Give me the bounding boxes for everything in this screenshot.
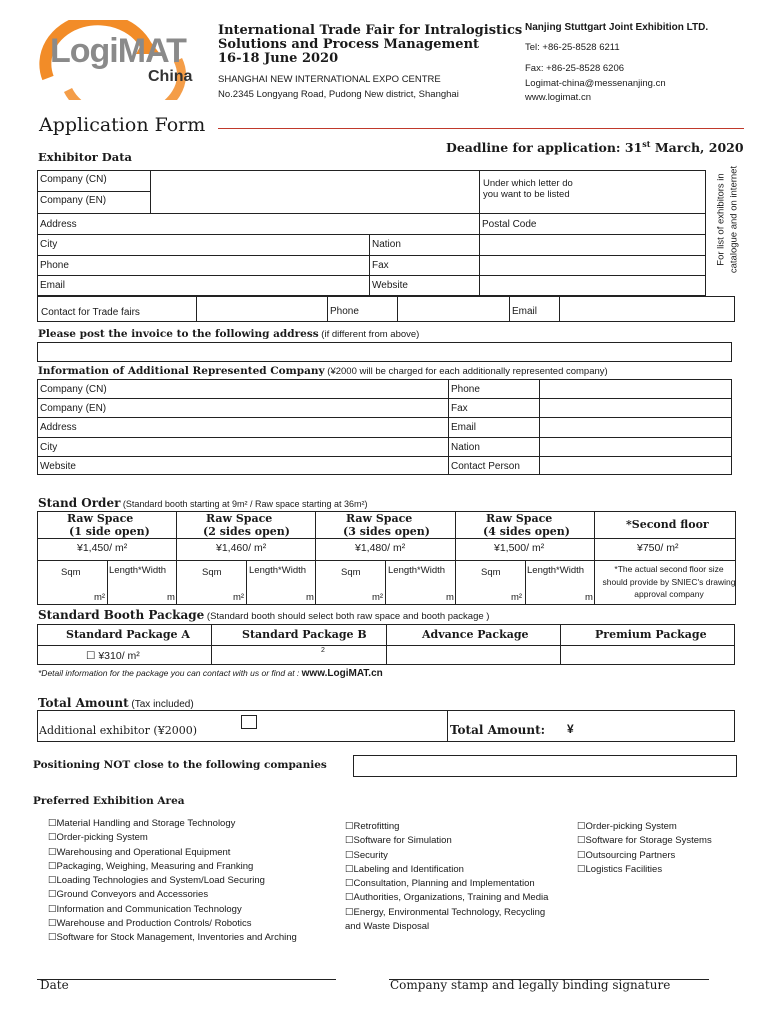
raw2-h2: (2 sides open): [203, 525, 291, 538]
package-title: Standard Booth Package (Standard booth should select both raw space and booth package ): [38, 608, 490, 622]
deadline: Deadline for application: 31st March, 2020: [446, 139, 744, 156]
org-web: www.logimat.cn: [525, 92, 591, 103]
label-website: Website: [372, 280, 408, 291]
m2-4: m²: [511, 592, 523, 603]
second-floor-price: ¥750/ m²: [637, 542, 679, 554]
raw4-h2: (4 sides open): [483, 525, 571, 538]
invoice-title: Please post the invoice to the following address (if different from above): [38, 328, 420, 340]
signature-label: Company stamp and legally binding signature: [390, 978, 671, 992]
positioning-input[interactable]: [353, 755, 737, 777]
m2-2: m²: [233, 592, 245, 603]
m-2: m: [306, 592, 314, 603]
area-item[interactable]: ☐Logistics Facilities: [577, 863, 663, 875]
input-company-cn[interactable]: [151, 171, 478, 191]
positioning-label: Positioning NOT close to the following companies: [33, 759, 327, 771]
areas-col1: [48, 817, 297, 946]
side-note: For list of exhibitors in catalogue and on internet: [715, 165, 740, 274]
lw-3: Length*Width: [388, 565, 446, 576]
org-fax: Fax: +86-25-8528 6206: [525, 63, 625, 74]
additional-table: [37, 379, 732, 475]
label-company-cn: Company (CN): [40, 174, 107, 185]
label-contact-phone: Phone: [330, 306, 359, 317]
org-tel: Tel: +86-25-8528 6211: [525, 42, 620, 53]
additional-exhibitor-label: Additional exhibitor (¥2000): [39, 724, 198, 737]
add-email: Email: [451, 422, 477, 433]
raw1-h1: Raw Space: [67, 512, 134, 525]
area-item[interactable]: ☐Packaging, Weighing, Measuring and Franking: [48, 860, 254, 872]
raw2-price: ¥1,460/ m²: [216, 542, 267, 554]
m-4: m: [585, 592, 593, 603]
m2-1: m²: [94, 592, 106, 603]
form-title: Application Form: [39, 114, 206, 136]
second-floor-note: *The actual second floor size should provide by SNIEC's drawing approval company: [602, 564, 736, 599]
label-company-en: Company (EN): [40, 195, 107, 206]
exhibitor-section-title: Exhibitor Data: [38, 150, 132, 164]
logo-text-sub: China: [148, 68, 193, 85]
label-contact-email: Email: [512, 306, 538, 317]
raw1-price: ¥1,450/ m²: [77, 542, 128, 554]
additional-title: Information of Additional Represented Company (¥2000 will be charged for each additionally represented company): [38, 365, 608, 377]
lw-2: Length*Width: [249, 565, 307, 576]
area-item[interactable]: ☐Outsourcing Partners: [577, 849, 676, 861]
label-phone: Phone: [40, 260, 69, 271]
package-b-sup: 2: [321, 647, 325, 654]
area-item[interactable]: ☐Energy, Environmental Technology, Recycling: [345, 906, 546, 918]
area-item[interactable]: ☐Information and Communication Technology: [48, 903, 242, 915]
add-phone: Phone: [451, 384, 480, 395]
package-b: Standard Package B: [242, 628, 367, 641]
area-item[interactable]: ☐Material Handling and Storage Technology: [48, 818, 236, 829]
areas-col3: [577, 820, 712, 877]
label-nation: Nation: [372, 239, 401, 250]
area-item[interactable]: ☐Order-picking System: [577, 821, 677, 832]
add-contact-person: Contact Person: [451, 461, 520, 472]
second-floor-title: *Second floor: [626, 518, 709, 531]
area-item[interactable]: ☐Retrofitting: [345, 821, 400, 832]
area-item-cont: and Waste Disposal: [345, 921, 430, 933]
sqm-1: Sqm: [61, 567, 81, 578]
add-nation: Nation: [451, 442, 480, 453]
raw3-h2: (3 sides open): [343, 525, 431, 538]
stand-title: Stand Order (Standard booth starting at 9m² / Raw space starting at 36m²): [38, 496, 368, 510]
add-website: Website: [40, 461, 76, 472]
venue-line2: No.2345 Longyang Road, Pudong New district, Shanghai: [218, 89, 459, 100]
area-item[interactable]: ☐Ground Conveyors and Accessories: [48, 889, 209, 901]
fair-line1: International Trade Fair for Intralogistics: [218, 23, 523, 38]
sqm-2: Sqm: [202, 567, 222, 578]
label-contact: Contact for Trade fairs: [41, 307, 140, 318]
m-3: m: [446, 592, 454, 603]
area-item[interactable]: ☐Warehouse and Production Controls/ Robotics: [48, 918, 252, 930]
areas-col2: [345, 820, 548, 934]
area-item[interactable]: ☐Software for Stock Management, Inventories and Arching: [48, 932, 297, 944]
area-item[interactable]: ☐Authorities, Organizations, Training and Media: [345, 892, 549, 904]
lw-1: Length*Width: [109, 565, 167, 576]
lw-4: Length*Width: [527, 565, 585, 576]
total-currency: ¥: [567, 722, 574, 736]
sqm-3: Sqm: [341, 567, 361, 578]
package-detail: *Detail information for the package you can contact with us or find at : www.LogiMAT.cn: [38, 668, 383, 679]
package-a: Standard Package A: [66, 628, 190, 641]
m-1: m: [167, 592, 175, 603]
add-address: Address: [40, 422, 77, 433]
areas-title: Preferred Exhibition Area: [33, 795, 185, 807]
date-label: Date: [40, 978, 69, 992]
add-city: City: [40, 442, 58, 453]
raw1-h2: (1 side open): [69, 525, 150, 538]
organizer: Nanjing Stuttgart Joint Exhibition LTD.: [525, 22, 709, 33]
area-item[interactable]: ☐Labeling and Identification: [345, 863, 464, 875]
venue-line1: SHANGHAI NEW INTERNATIONAL EXPO CENTRE: [218, 74, 441, 85]
raw4-price: ¥1,500/ m²: [494, 542, 545, 554]
label-email: Email: [40, 280, 66, 291]
package-advance: Advance Package: [422, 628, 529, 641]
fair-dates: 16-18 June 2020: [218, 51, 339, 66]
area-item[interactable]: ☐Loading Technologies and System/Load Securing: [48, 875, 265, 887]
letter-question: Under which letter do you want to be listed: [483, 178, 573, 200]
fair-line2: Solutions and Process Management: [218, 37, 480, 52]
input-company-en[interactable]: [151, 192, 478, 212]
raw3-h1: Raw Space: [346, 512, 413, 525]
m2-3: m²: [372, 592, 384, 603]
raw3-price: ¥1,480/ m²: [355, 542, 406, 554]
area-item[interactable]: ☐Software for Storage Systems: [577, 835, 712, 847]
label-postal-code: Postal Code: [482, 219, 537, 230]
area-item[interactable]: ☐Software for Simulation: [345, 835, 452, 847]
title-rule: [218, 128, 744, 129]
label-address: Address: [40, 219, 77, 230]
area-item[interactable]: ☐Warehousing and Operational Equipment: [48, 846, 231, 858]
add-company-cn: Company (CN): [40, 384, 107, 395]
org-email: Logimat-china@messenanjing.cn: [525, 78, 666, 89]
raw2-h1: Raw Space: [206, 512, 273, 525]
package-a-price[interactable]: ☐ ¥310/ m²: [86, 650, 140, 662]
invoice-address-input[interactable]: [37, 342, 732, 362]
logo-text-main: LogiMAT: [50, 32, 186, 70]
total-amount-label: Total Amount:: [450, 723, 546, 737]
add-fax: Fax: [451, 403, 468, 414]
raw4-h1: Raw Space: [486, 512, 553, 525]
additional-exhibitor-checkbox[interactable]: [241, 715, 257, 729]
total-title: Total Amount (Tax included): [38, 696, 194, 710]
label-fax: Fax: [372, 260, 389, 271]
label-city: City: [40, 239, 58, 250]
logo: [28, 20, 208, 100]
area-item[interactable]: ☐Security: [345, 849, 388, 861]
package-premium: Premium Package: [595, 628, 707, 641]
area-item[interactable]: ☐Order-picking System: [48, 832, 148, 844]
area-item[interactable]: ☐Consultation, Planning and Implementation: [345, 878, 535, 890]
add-company-en: Company (EN): [40, 403, 107, 414]
contact-row: [37, 296, 735, 322]
sqm-4: Sqm: [481, 567, 501, 578]
date-line: [37, 979, 336, 980]
